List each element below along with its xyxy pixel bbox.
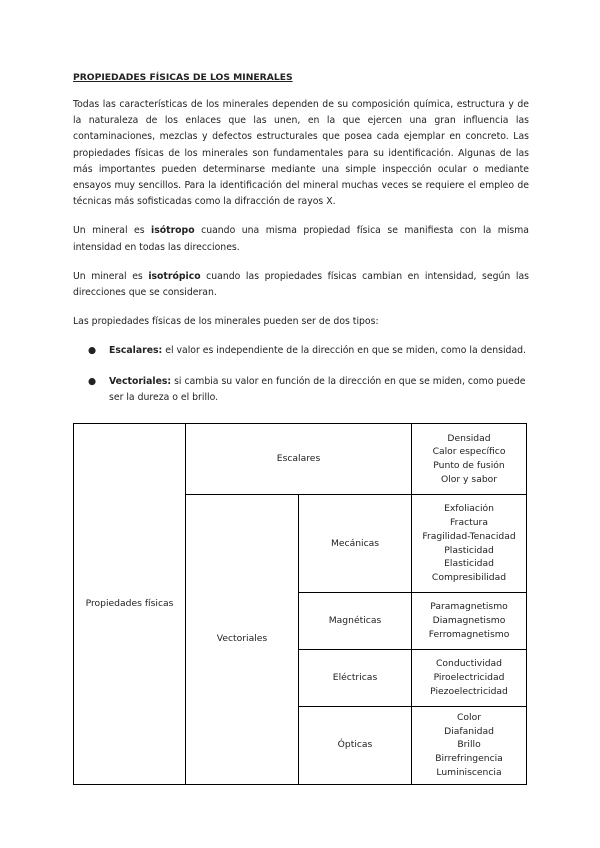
table-cell-vectoriales: Vectoriales bbox=[186, 495, 299, 785]
isotropo-paragraph bbox=[73, 223, 529, 255]
isotropo-after: cuando una misma propiedad física se manifiesta con la misma intensidad en todas las direcciones. bbox=[73, 225, 529, 253]
list-item: Birrefringencia bbox=[435, 753, 503, 765]
table-row bbox=[74, 424, 527, 495]
list-item: Exfoliación bbox=[444, 503, 494, 515]
list-item: Diamagnetismo bbox=[432, 615, 506, 627]
list-item: Piroelectricidad bbox=[433, 672, 505, 684]
bullet-term: Escalares: bbox=[109, 345, 163, 357]
bullet-term: Vectoriales: bbox=[109, 375, 172, 387]
list-item: Calor específico bbox=[432, 446, 506, 458]
bullet-text: si cambia su valor en función de la dirección en que se miden, como puede ser la dureza o el brillo. bbox=[109, 375, 526, 403]
table-cell-escalares-items bbox=[412, 424, 527, 495]
list-item: Diafanidad bbox=[444, 725, 494, 737]
table-cell-magneticas: Magnéticas bbox=[299, 593, 412, 650]
list-item: Fragilidad-Tenacidad bbox=[422, 530, 516, 542]
intro-paragraph: Todas las características de los minerales dependen de su composición química, estructura y de la naturaleza de los enlaces que las unen, en la que ejercen una gran influencia las contaminaciones, mezclas y defectos estructurales que posea cada ejemplar en concreto. Las propiedades físicas de los minerales son fundamentales para su identificación. Algunas de las más importantes pueden determinarse mediante una simple inspección ocular o mediante ensayos muy sencillos. Para la identificación del mineral muchas veces se requiere el empleo de técnicas más sofisticadas como la difracción de rayos X. bbox=[73, 99, 529, 208]
list-item: Punto de fusión bbox=[433, 460, 505, 471]
list-item: Luminiscencia bbox=[436, 766, 502, 778]
list-item: Piezoelectricidad bbox=[430, 685, 508, 697]
list-item: Fractura bbox=[450, 517, 488, 529]
table-cell-mecanicas: Mecánicas bbox=[299, 495, 412, 593]
table-cell-magneticas-items bbox=[412, 593, 527, 650]
table-cell-electricas: Eléctricas bbox=[299, 650, 412, 707]
bullet-dot-icon: ● bbox=[88, 345, 97, 357]
table-cell-opticas-items bbox=[412, 707, 527, 785]
types-intro-paragraph: Las propiedades físicas de los minerales pueden ser de dos tipos: bbox=[73, 316, 379, 328]
table-cell-escalares: Escalares bbox=[186, 424, 412, 495]
property-types-list bbox=[73, 343, 529, 406]
list-item: Conductividad bbox=[436, 658, 503, 670]
list-item: Compresibilidad bbox=[431, 571, 507, 583]
bullet-text: el valor es independiente de la dirección en que se miden, como la densidad. bbox=[162, 345, 527, 357]
list-item-vectoriales bbox=[73, 374, 529, 406]
table-cell-electricas-items bbox=[412, 650, 527, 707]
table-cell-opticas: Ópticas bbox=[299, 707, 412, 785]
table-cell-mecanicas-items bbox=[412, 495, 527, 593]
list-item: Brillo bbox=[457, 739, 481, 751]
list-item: Olor y sabor bbox=[440, 473, 498, 485]
isotropico-after: cuando las propiedades físicas cambian en intensidad, según las direcciones que se consideran. bbox=[73, 270, 529, 299]
list-item: Ferromagnetismo bbox=[428, 628, 510, 640]
document-body bbox=[73, 71, 529, 420]
properties-table bbox=[73, 423, 527, 785]
page-title: PROPIEDADES FÍSICAS DE LOS MINERALES bbox=[73, 72, 293, 83]
list-item: Paramagnetismo bbox=[430, 601, 508, 613]
list-item: Color bbox=[457, 712, 482, 723]
list-item: Densidad bbox=[447, 432, 491, 444]
table-cell-root: Propiedades físicas bbox=[74, 424, 186, 785]
isotropico-term: isotrópico bbox=[148, 270, 201, 282]
list-item: Elasticidad bbox=[444, 558, 494, 570]
isotropico-paragraph bbox=[73, 269, 529, 301]
bullet-dot-icon: ● bbox=[88, 375, 97, 387]
isotropo-before: Un mineral es bbox=[73, 225, 152, 237]
isotropico-before: Un mineral es bbox=[73, 270, 149, 282]
list-item: Plasticidad bbox=[444, 544, 494, 556]
isotropo-term: isótropo bbox=[151, 225, 195, 237]
list-item-escalares bbox=[73, 343, 529, 359]
